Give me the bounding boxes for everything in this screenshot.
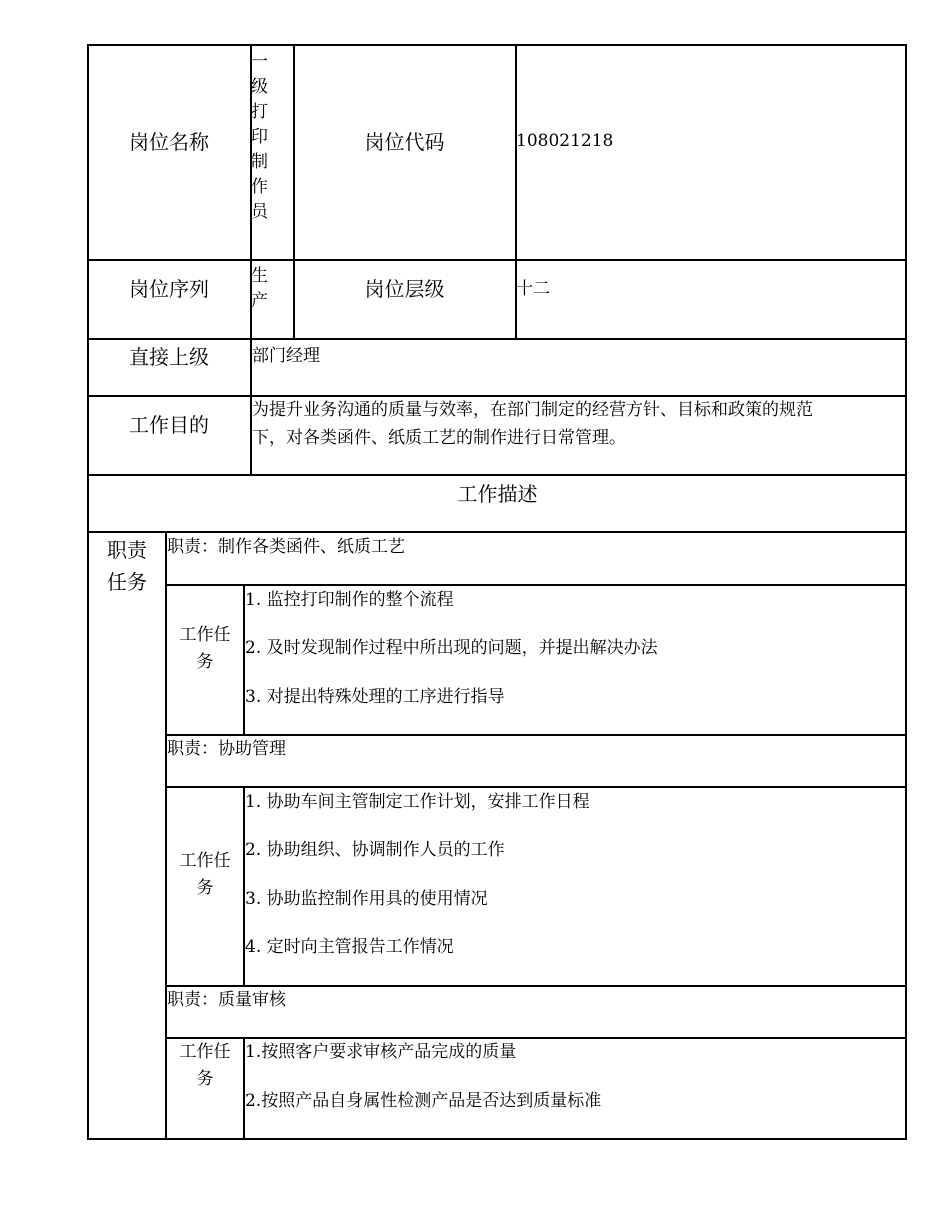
duty-title: 职责：质量审核 — [167, 990, 286, 1010]
task-item: 1. 监控打印制作的整个流程 — [245, 590, 454, 610]
duty-column-label-2: 任务 — [107, 570, 147, 594]
post-series-label: 岗位序列 — [129, 277, 209, 301]
post-name-value: 一 级 打 印 制 作 员 — [251, 52, 268, 222]
row-divider — [166, 734, 907, 736]
purpose-line-1: 为提升业务沟通的质量与效率，在部门制定的经营方针、目标和政策的规范 — [252, 400, 813, 420]
task-item: 2. 协助组织、协调制作人员的工作 — [245, 840, 505, 860]
task-item: 4. 定时向主管报告工作情况 — [245, 937, 454, 957]
purpose-label: 工作目的 — [129, 413, 209, 437]
superior-label: 直接上级 — [129, 345, 209, 369]
row-divider — [166, 985, 907, 987]
row-divider — [88, 395, 907, 397]
table-border-right — [905, 44, 907, 1140]
task-column-label: 务 — [196, 652, 214, 672]
duty-title: 职责：协助管理 — [167, 739, 286, 759]
post-code-label: 岗位代码 — [364, 130, 445, 154]
task-item: 1. 协助车间主管制定工作计划，安排工作日程 — [245, 792, 590, 812]
section-title: 工作描述 — [457, 482, 538, 506]
table-border-left — [87, 44, 89, 1140]
task-item: 2.按照产品自身属性检测产品是否达到质量标准 — [245, 1091, 602, 1111]
row-divider — [166, 786, 907, 788]
task-column-label: 工作任 — [179, 851, 231, 871]
post-name-label: 岗位名称 — [129, 130, 209, 154]
superior-value: 部门经理 — [252, 346, 320, 366]
row-divider — [88, 474, 907, 476]
row-divider — [88, 338, 907, 340]
task-column-label: 工作任 — [179, 1042, 231, 1062]
post-level-label: 岗位层级 — [364, 277, 445, 301]
row-divider — [166, 584, 907, 586]
purpose-line-2: 下，对各类函件、纸质工艺的制作进行日常管理。 — [252, 428, 626, 448]
row-divider — [166, 1037, 907, 1039]
post-code-value: 108021218 — [516, 131, 614, 151]
task-column-label: 工作任 — [179, 625, 231, 645]
duty-title: 职责：制作各类函件、纸质工艺 — [167, 537, 405, 557]
post-level-value: 十二 — [516, 279, 550, 299]
table-border-bottom — [88, 1138, 907, 1140]
table-border-top — [88, 44, 907, 46]
task-item: 3. 对提出特殊处理的工序进行指导 — [245, 687, 505, 707]
task-item: 1.按照客户要求审核产品完成的质量 — [245, 1042, 517, 1062]
row-divider — [88, 259, 907, 261]
task-item: 2. 及时发现制作过程中所出现的问题，并提出解决办法 — [245, 638, 658, 658]
task-item: 3. 协助监控制作用具的使用情况 — [245, 889, 488, 909]
task-column-label: 务 — [196, 1069, 214, 1089]
post-series-value: 生 产 — [251, 266, 268, 311]
row-divider — [88, 531, 907, 533]
task-column-label: 务 — [196, 878, 214, 898]
duty-column-label-1: 职责 — [107, 538, 147, 562]
